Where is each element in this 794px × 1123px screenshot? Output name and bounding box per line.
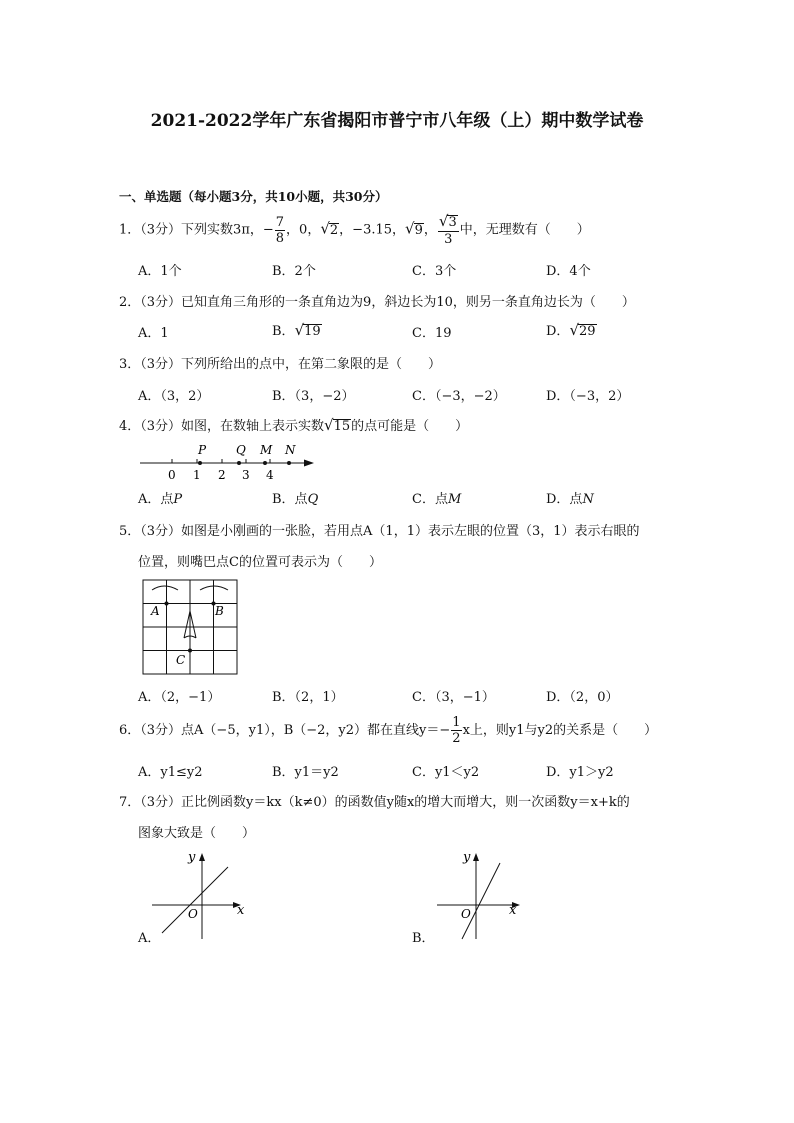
- point-label-p: P: [198, 443, 207, 457]
- q4-stem-start: 4．（3分）如图，在数轴上表示实数: [119, 419, 325, 434]
- question-5-line2: 位置，则嘴巴点C的位置可表示为（ ）: [138, 555, 382, 570]
- question-3: 3．（3分）下列所给出的点中，在第二象限的是（ ）: [119, 357, 442, 372]
- question-1: [119, 214, 590, 246]
- point-label-n: N: [285, 443, 296, 457]
- point-label-q: Q: [236, 443, 246, 457]
- q1-option-c[interactable]: C．3个: [412, 264, 457, 279]
- point-q: [237, 461, 241, 465]
- q3-option-a[interactable]: A．（3，2）: [138, 389, 210, 404]
- q5-option-a[interactable]: A．（2，−1）: [138, 690, 221, 705]
- q3-option-c[interactable]: C．（−3，−2）: [412, 389, 506, 404]
- arrow-up-icon: [199, 853, 205, 861]
- q2-option-d[interactable]: [546, 320, 597, 339]
- q2-option-c[interactable]: C．19: [412, 326, 452, 341]
- option-label: D．: [546, 324, 570, 339]
- q1-fraction-7-8: [275, 216, 285, 245]
- label-c: C: [176, 653, 186, 667]
- option-var: P: [173, 492, 183, 507]
- q2-option-b[interactable]: [272, 320, 322, 339]
- q1-stem-end: 中，无理数有（ ）: [459, 222, 590, 238]
- option-var: M: [447, 492, 462, 507]
- q2-radicand-29: 29: [579, 324, 596, 339]
- frac-numerator: [438, 214, 459, 232]
- q1-radicand-2: 2: [329, 222, 339, 238]
- option-label: B．点: [272, 492, 308, 507]
- q4-option-b[interactable]: [272, 488, 318, 507]
- y-axis-label: y: [463, 850, 471, 865]
- page-title: 2021-2022学年广东省揭阳市普宁市八年级（上）期中数学试卷: [150, 111, 644, 131]
- q1-option-a[interactable]: A．1个: [138, 264, 182, 279]
- q1-comma: ，: [423, 222, 437, 238]
- option-label: A．点: [138, 492, 174, 507]
- option-label: B．: [272, 324, 295, 339]
- point-c: [188, 649, 192, 653]
- q7-option-a[interactable]: A．: [138, 931, 161, 946]
- tick-label-0: 0: [168, 468, 176, 482]
- x-axis-label: x: [509, 903, 517, 918]
- q7-option-b[interactable]: B．: [412, 931, 435, 946]
- graph-b-line: [462, 863, 500, 939]
- q6-option-a[interactable]: A．y1≤y2: [138, 765, 203, 780]
- sqrt-symbol: √: [324, 416, 334, 434]
- q1-option-b[interactable]: B．2个: [272, 264, 316, 279]
- option-var: Q: [307, 492, 319, 507]
- sqrt-symbol: √: [320, 219, 330, 238]
- question-6: [119, 716, 657, 745]
- y-axis-label: y: [188, 850, 196, 865]
- point-a: [165, 602, 169, 606]
- graph-a-figure: [150, 845, 260, 943]
- q1-stem-mid: ，0，: [286, 222, 321, 238]
- q4-stem-end: 的点可能是（ ）: [351, 419, 469, 434]
- q3-option-d[interactable]: D．（−3，2）: [546, 389, 630, 404]
- frac-denominator: 8: [275, 230, 285, 246]
- q4-option-a[interactable]: [138, 488, 182, 507]
- q1-stem-start: 1．（3分）下列实数3π，: [119, 222, 263, 238]
- sqrt-symbol: √: [294, 321, 305, 339]
- tick-label-3: 3: [242, 468, 250, 482]
- graph-b-figure: [425, 845, 535, 943]
- arrow-right-icon: [304, 460, 314, 467]
- option-label: C．点: [412, 492, 448, 507]
- question-5-line1: 5．（3分）如图是小刚画的一张脸，若用点A（1，1）表示左眼的位置（3，1）表示右眼的: [119, 524, 640, 539]
- option-var: N: [582, 492, 594, 507]
- question-4: [119, 415, 468, 434]
- q4-option-d[interactable]: [546, 488, 594, 507]
- q2-option-a[interactable]: A．1: [138, 326, 169, 341]
- q1-fraction-sqrt3-3: [438, 214, 459, 246]
- q3-option-b[interactable]: B．（3，−2）: [272, 389, 355, 404]
- q1-option-d[interactable]: D．4个: [546, 264, 591, 279]
- frac-denominator: 2: [452, 731, 461, 746]
- graph-a-line: [162, 867, 228, 933]
- sqrt-symbol: √: [438, 212, 449, 230]
- left-eyebrow: [152, 586, 178, 590]
- label-b: B: [215, 604, 224, 618]
- q6-fraction-1-2: [451, 716, 461, 745]
- section-heading: 一、单选题（每小题3分，共10小题，共30分）: [119, 189, 388, 204]
- question-2: 2．（3分）已知直角三角形的一条直角边为9，斜边长为10，则另一条直角边长为（ ）: [119, 295, 635, 310]
- q6-option-c[interactable]: C．y1＜y2: [412, 765, 480, 780]
- q6-option-b[interactable]: B．y1＝y2: [272, 765, 339, 780]
- q6-option-d[interactable]: D．y1＞y2: [546, 765, 614, 780]
- q1-stem-mid2: ，−3.15，: [339, 222, 406, 238]
- arrow-up-icon: [473, 853, 479, 861]
- q6-stem-start: 6．（3分）点A（−5，y1），B（−2，y2）都在直线y＝−: [119, 723, 451, 738]
- sqrt-symbol: √: [405, 219, 415, 238]
- q4-option-c[interactable]: [412, 488, 461, 507]
- q4-radicand-15: 15: [333, 419, 351, 434]
- number-line-figure: [136, 440, 326, 482]
- origin-label: O: [188, 907, 198, 921]
- q1-radicand-3: 3: [448, 215, 457, 230]
- origin-label: O: [461, 907, 471, 921]
- q5-option-b[interactable]: B．（2，1）: [272, 690, 344, 705]
- option-label: D．点: [546, 492, 583, 507]
- q6-stem-end: x上，则y1与y2的关系是（ ）: [462, 723, 658, 738]
- question-7-line1: 7．（3分）正比例函数y＝kx（k≠0）的函数值y随x的增大而增大，则一次函数y＝x+k的: [119, 795, 630, 810]
- face-grid-figure: [140, 578, 240, 676]
- q5-option-d[interactable]: D．（2，0）: [546, 690, 619, 705]
- point-n: [287, 461, 291, 465]
- tick-label-4: 4: [266, 468, 274, 482]
- x-axis-label: x: [237, 903, 245, 918]
- sqrt-symbol: √: [569, 321, 579, 339]
- frac-numerator: 1: [452, 715, 461, 730]
- label-a: A: [151, 604, 160, 618]
- point-p: [198, 461, 202, 465]
- q1-neg-sign: −: [262, 222, 274, 238]
- question-7-line2: 图象大致是（ ）: [138, 826, 256, 841]
- tick-label-1: 1: [193, 468, 201, 482]
- q1-radicand-9: 9: [414, 222, 423, 238]
- q2-radicand-19: 19: [304, 324, 321, 339]
- tick-label-2: 2: [218, 468, 226, 482]
- q5-option-c[interactable]: C．（3，−1）: [412, 690, 495, 705]
- frac-denominator: 3: [444, 232, 453, 248]
- point-label-m: M: [260, 443, 273, 457]
- frac-numerator: 7: [275, 214, 285, 230]
- point-m: [263, 461, 267, 465]
